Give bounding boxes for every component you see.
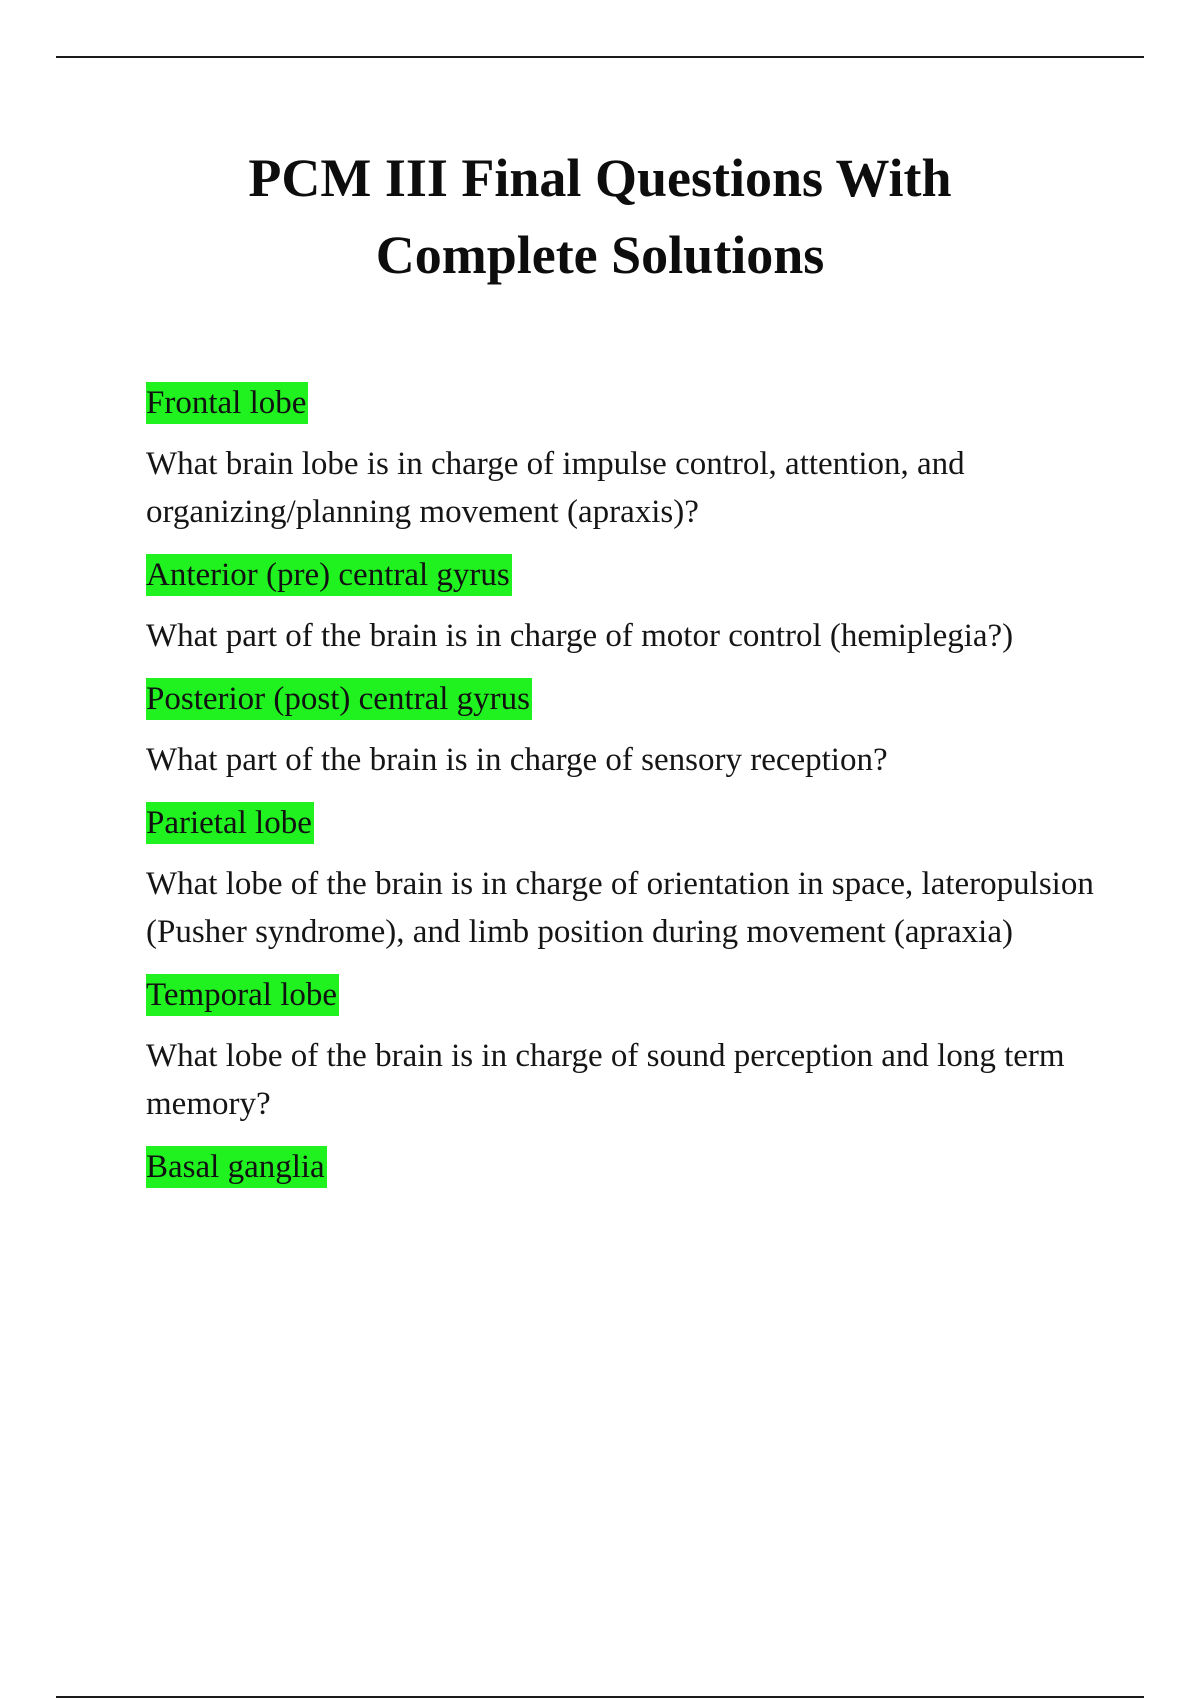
qa-item-posterior-central-gyrus — [146, 678, 1106, 784]
question-text: What part of the brain is in charge of motor control (hemiplegia?) — [146, 618, 1014, 654]
highlighted-answer: Temporal lobe — [146, 974, 339, 1016]
qa-item-parietal-lobe — [146, 802, 1106, 956]
question-text: What part of the brain is in charge of sensory reception? — [146, 742, 888, 778]
qa-item-frontal-lobe — [146, 382, 1106, 536]
highlighted-answer: Frontal lobe — [146, 382, 308, 424]
qa-item-basal-ganglia — [146, 1146, 1106, 1190]
qa-list — [146, 382, 1106, 1204]
highlighted-answer: Posterior (post) central gyrus — [146, 678, 532, 720]
question-text: What lobe of the brain is in charge of sound perception and long term memory? — [146, 1038, 1065, 1122]
qa-item-anterior-central-gyrus — [146, 554, 1106, 660]
bottom-divider — [56, 1696, 1144, 1698]
question-text: What lobe of the brain is in charge of orientation in space, lateropulsion (Pusher syndrome), and limb position during movement (apraxia) — [146, 866, 1094, 950]
title-line-1: PCM III Final Questions With — [248, 148, 952, 208]
page-title — [0, 140, 1200, 294]
question-text: What brain lobe is in charge of impulse control, attention, and organizing/planning movement (apraxis)? — [146, 446, 965, 530]
qa-item-temporal-lobe — [146, 974, 1106, 1128]
top-divider — [56, 56, 1144, 58]
highlighted-answer: Parietal lobe — [146, 802, 314, 844]
highlighted-answer: Anterior (pre) central gyrus — [146, 554, 512, 596]
highlighted-answer: Basal ganglia — [146, 1146, 327, 1188]
title-line-2: Complete Solutions — [375, 225, 825, 285]
